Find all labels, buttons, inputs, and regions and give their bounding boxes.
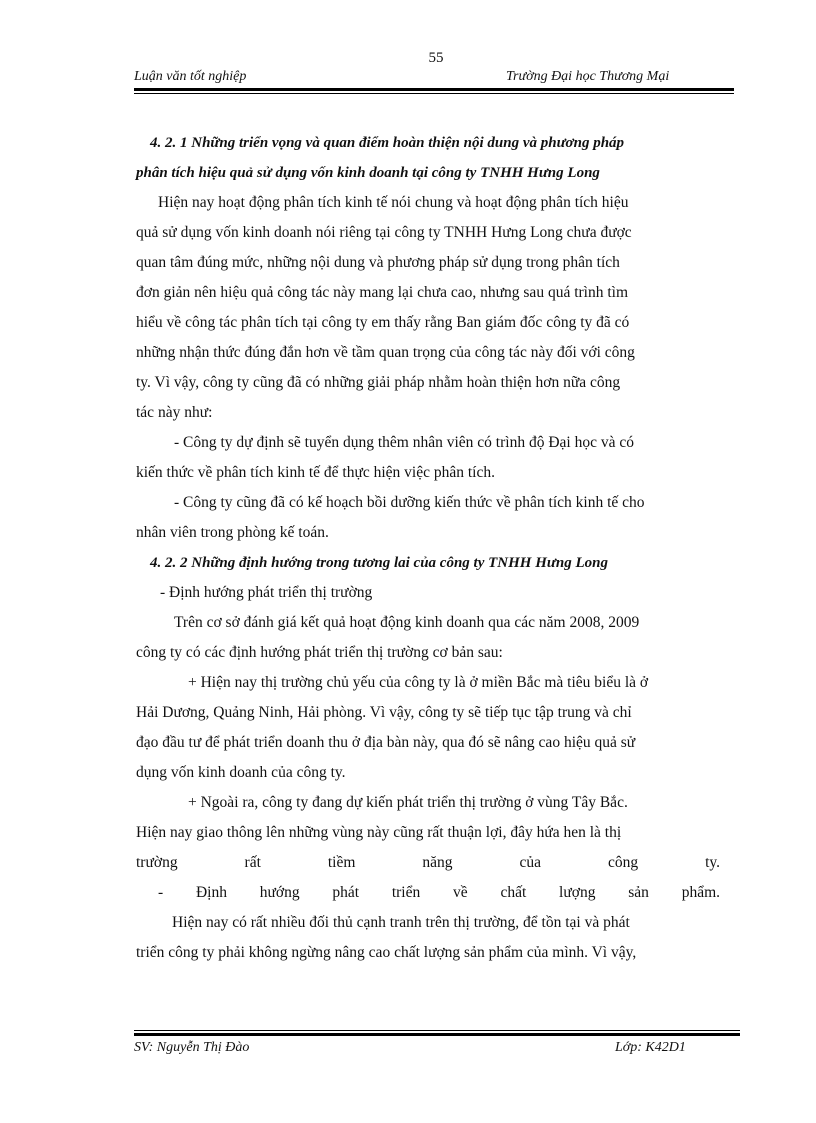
header-thesis-label: Luận văn tốt nghiệp: [134, 69, 247, 84]
footer-student-name: SV: Nguyễn Thị Đào: [134, 1040, 250, 1055]
bullet-line: - Công ty cũng đã có kế hoạch bồi dưỡng kiến thức về phân tích kinh tế cho: [174, 494, 645, 511]
footer-divider: [134, 1030, 740, 1036]
paragraph-line: đạo đầu tư để phát triển doanh thu ở địa bàn này, qua đó sẽ nâng cao hiệu quả sử: [136, 734, 636, 751]
paragraph-line: những nhận thức đúng đắn hơn về tầm quan trọng của công tác này đối với công: [136, 344, 635, 361]
bullet-line: + Ngoài ra, công ty đang dự kiến phát triển thị trường ở vùng Tây Bắc.: [188, 794, 628, 811]
paragraph-line: đơn giản nên hiệu quả công tác này mang lại chưa cao, nhưng sau quá trình tìm: [136, 284, 629, 301]
paragraph-line: Hiện nay có rất nhiều đối thủ cạnh tranh trên thị trường, để tồn tại và phát: [172, 914, 630, 931]
section-heading-4-2-1: 4. 2. 1 Những triển vọng và quan điểm hoàn thiện nội dung và phương pháp: [150, 135, 625, 151]
paragraph-line: nhân viên trong phòng kế toán.: [136, 524, 329, 541]
header-university-label: Trường Đại học Thương Mại: [506, 69, 670, 84]
subheading-quality: - Định hướng phát triển về chất lượng sản phẩm.: [158, 884, 720, 901]
paragraph-line: Trên cơ sở đánh giá kết quả hoạt động kinh doanh qua các năm 2008, 2009: [174, 614, 640, 631]
paragraph-line: công ty có các định hướng phát triển thị trường cơ bản sau:: [136, 644, 503, 661]
paragraph-line: kiến thức về phân tích kinh tế để thực hiện việc phân tích.: [136, 464, 495, 481]
paragraph-line: hiểu về công tác phân tích tại công ty em thấy rằng Ban giám đốc công ty đã có: [136, 314, 630, 331]
paragraph-line: quan tâm đúng mức, những nội dung và phương pháp sử dụng trong phân tích: [136, 254, 620, 271]
paragraph-line: tác này như:: [136, 404, 213, 421]
bullet-line: - Công ty dự định sẽ tuyển dụng thêm nhân viên có trình độ Đại học và có: [174, 434, 634, 451]
paragraph-line: Hiện nay giao thông lên những vùng này cũng rất thuận lợi, đây hứa hen là thị: [136, 824, 622, 841]
paragraph-line: Hiện nay hoạt động phân tích kinh tế nói chung và hoạt động phân tích hiệu: [158, 194, 629, 211]
bullet-line: + Hiện nay thị trường chủ yếu của công ty là ở miền Bắc mà tiêu biểu là ở: [188, 674, 649, 691]
paragraph-line: ty. Vì vậy, công ty cũng đã có những giải pháp nhằm hoàn thiện hơn nữa công: [136, 374, 621, 391]
paragraph-line: quả sử dụng vốn kinh doanh nói riêng tại công ty TNHH Hưng Long chưa được: [136, 224, 632, 241]
paragraph-line: trường rất tiềm năng của công ty.: [136, 854, 720, 871]
subheading-market: - Định hướng phát triển thị trường: [160, 584, 373, 601]
paragraph-line: Hải Dương, Quảng Ninh, Hải phòng. Vì vậy, công ty sẽ tiếp tục tập trung và chỉ: [136, 704, 632, 721]
footer-class-code: Lớp: K42D1: [615, 1040, 686, 1055]
document-body: [136, 128, 720, 968]
paragraph-line: triển công ty phải không ngừng nâng cao chất lượng sản phẩm của mình. Vì vậy,: [136, 944, 637, 961]
paragraph-line: dụng vốn kinh doanh của công ty.: [136, 764, 346, 781]
page-number: 55: [428, 50, 444, 66]
section-heading-4-2-1-cont: phân tích hiệu quả sử dụng vốn kinh doanh tại công ty TNHH Hưng Long: [136, 165, 600, 181]
header-divider: [134, 88, 734, 94]
section-heading-4-2-2: 4. 2. 2 Những định hướng trong tương lai của công ty TNHH Hưng Long: [150, 555, 608, 571]
